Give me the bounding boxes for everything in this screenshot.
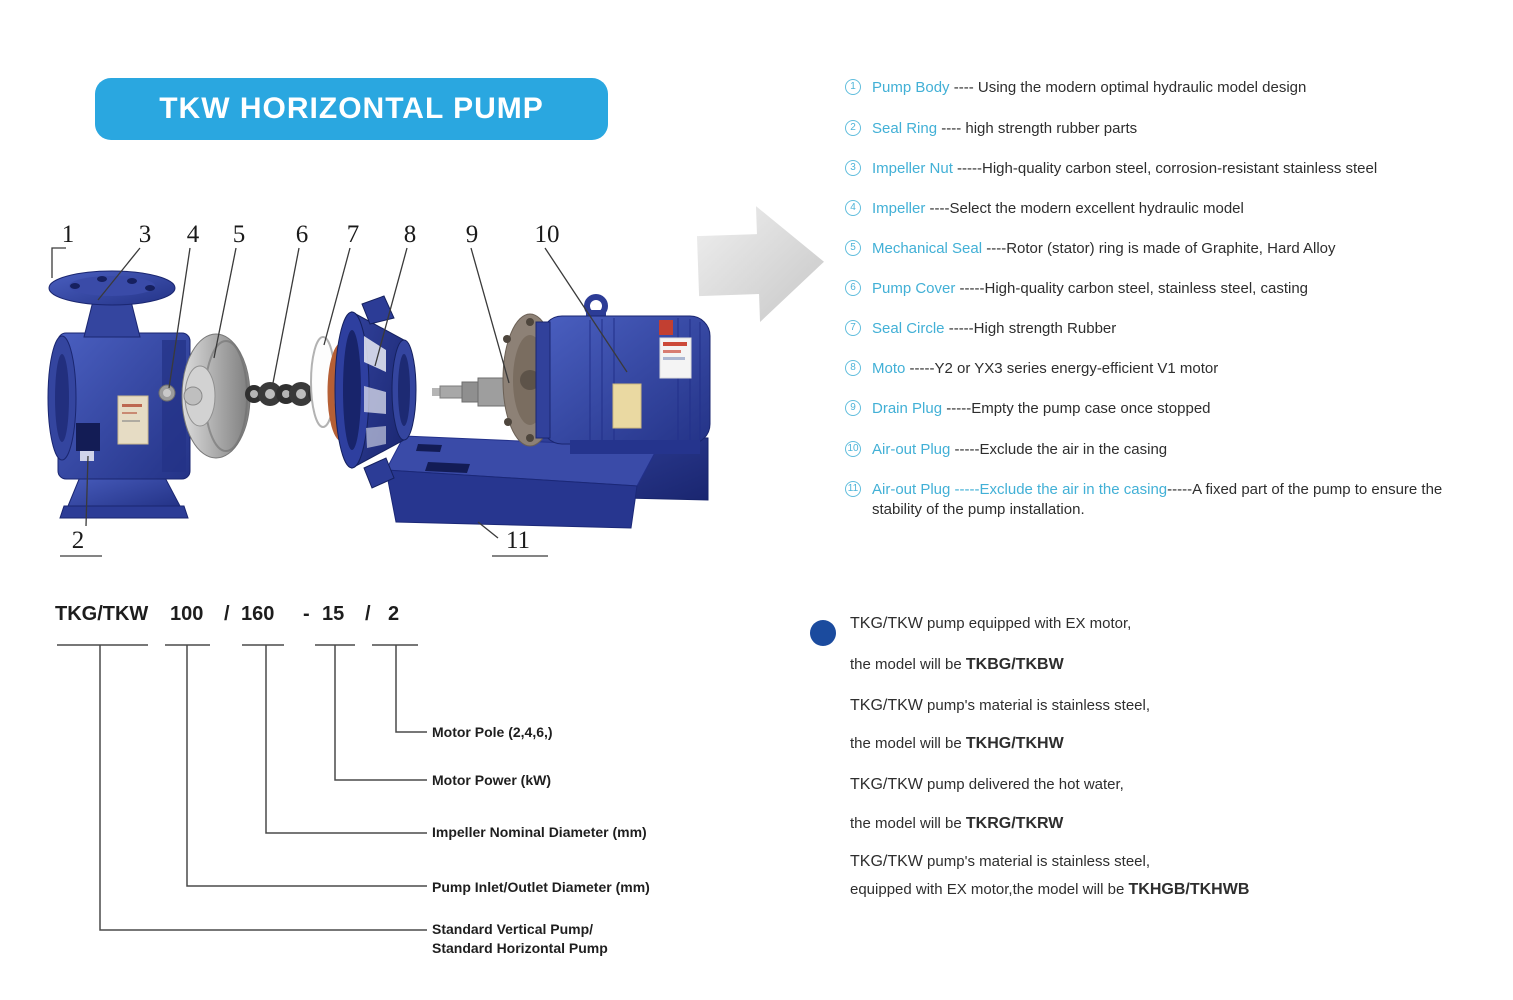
note-line: the model will be TKBG/TKBW — [850, 656, 1064, 673]
part-number-badge: 4 — [845, 200, 861, 216]
callout-8: 8 — [403, 221, 417, 248]
model-code-prefix: TKG/TKW — [55, 603, 149, 625]
part-desc: -----High-quality carbon steel, corrosion-resistant stainless steel — [952, 160, 1378, 177]
note-line: TKG/TKW pump's material is stainless steel, — [850, 853, 1151, 870]
part-number-badge: 3 — [845, 160, 861, 176]
part-item-2: 2 Seal Ring ---- high strength rubber parts — [845, 119, 1137, 139]
callout-7: 7 — [346, 221, 360, 248]
callout-1: 1 — [61, 221, 75, 248]
callout-6: 6 — [295, 221, 309, 248]
model-sep: / — [365, 603, 371, 625]
model-seg-inlet: 100 — [170, 603, 204, 625]
part-item-11: 11 Air-out Plug -----Exclude the air in the casing-----A fixed part of the pump to ensure the stability of the pump installation. — [845, 480, 1492, 520]
motor — [432, 297, 710, 454]
model-seg-impeller: 160 — [241, 603, 275, 625]
part-number-badge: 9 — [845, 400, 861, 416]
callout-5: 5 — [232, 221, 246, 248]
part-number-badge: 6 — [845, 280, 861, 296]
part-desc: -----A fixed part of the pump to ensure the stability of the pump installation. — [872, 481, 1443, 518]
note-line: TKG/TKW pump delivered the hot water, — [850, 776, 1124, 793]
model-seg-power: 15 — [322, 603, 345, 625]
label-pump-type — [432, 920, 608, 958]
part-desc: -----Y2 or YX3 series energy-efficient V1 motor — [905, 360, 1219, 377]
part-desc: -----Empty the pump case once stopped — [942, 400, 1211, 417]
label-pump-type-line1: Standard Vertical Pump/ — [432, 921, 594, 937]
part-desc: -----High-quality carbon steel, stainless steel, casting — [955, 280, 1309, 297]
part-desc: ---- Using the modern optimal hydraulic model design — [949, 79, 1307, 96]
exploded-pump-diagram — [30, 200, 860, 580]
impeller-nut — [159, 385, 175, 401]
bullet-icon — [810, 620, 836, 646]
callout-9: 9 — [465, 221, 479, 248]
label-pump-type-line2: Standard Horizontal Pump — [432, 940, 608, 956]
impeller — [182, 334, 250, 458]
callout-4: 4 — [186, 221, 200, 248]
part-desc: ----Rotor (stator) ring is made of Graphite, Hard Alloy — [982, 240, 1336, 257]
part-item-1: 1 Pump Body ---- Using the modern optimal hydraulic model design — [845, 78, 1306, 98]
note-line: TKG/TKW pump equipped with EX motor, — [850, 615, 1132, 632]
note-line: the model will be TKHG/TKHW — [850, 735, 1064, 752]
note-line: equipped with EX motor,the model will be TKHGB/TKHWB — [850, 881, 1250, 898]
part-number-badge: 5 — [845, 240, 861, 256]
parts-legend — [845, 78, 1493, 538]
part-item-8: 8 Moto -----Y2 or YX3 series energy-efficient V1 motor — [845, 359, 1218, 379]
part-desc: -----High strength Rubber — [944, 320, 1117, 337]
label-inlet-outlet: Pump Inlet/Outlet Diameter (mm) — [432, 879, 650, 895]
title-banner — [95, 78, 608, 140]
label-motor-power: Motor Power (kW) — [432, 772, 551, 788]
label-motor-pole: Motor Pole (2,4,6,) — [432, 724, 553, 740]
callout-11: 11 — [505, 527, 531, 554]
model-seg-pole: 2 — [388, 603, 400, 625]
part-number-badge: 2 — [845, 120, 861, 136]
flow-arrow-icon — [696, 204, 826, 324]
part-item-6: 6 Pump Cover -----High-quality carbon steel, stainless steel, casting — [845, 279, 1308, 299]
note-line: the model will be TKRG/TKRW — [850, 815, 1064, 832]
part-number-badge: 7 — [845, 320, 861, 336]
model-sep: / — [224, 603, 230, 625]
part-desc-cyan: -----Exclude the air in the casing — [950, 481, 1168, 498]
part-item-5: 5 Mechanical Seal ----Rotor (stator) ring is made of Graphite, Hard Alloy — [845, 239, 1336, 259]
part-desc: ---- high strength rubber parts — [937, 120, 1138, 137]
part-number-badge: 11 — [845, 481, 861, 497]
model-code-connectors — [40, 635, 700, 965]
page-title: TKW HORIZONTAL PUMP — [159, 92, 544, 125]
part-item-4: 4 Impeller ----Select the modern excellent hydraulic model — [845, 199, 1244, 219]
part-number-badge: 10 — [845, 441, 861, 457]
callout-3: 3 — [138, 221, 152, 248]
part-item-10: 10 Air-out Plug -----Exclude the air in the casing — [845, 440, 1167, 460]
callout-10: 10 — [534, 221, 560, 248]
note-line: TKG/TKW pump's material is stainless steel, — [850, 697, 1151, 714]
model-sep: - — [303, 603, 310, 625]
callout-2: 2 — [71, 527, 85, 554]
motor-nameplate — [613, 384, 641, 428]
part-number-badge: 8 — [845, 360, 861, 376]
label-impeller-diameter: Impeller Nominal Diameter (mm) — [432, 824, 647, 840]
part-desc: ----Select the modern excellent hydraulic model — [925, 200, 1244, 217]
part-desc: -----Exclude the air in the casing — [950, 441, 1168, 458]
part-item-7: 7 Seal Circle -----High strength Rubber — [845, 319, 1116, 339]
part-item-9: 9 Drain Plug -----Empty the pump case once stopped — [845, 399, 1211, 419]
part-item-3: 3 Impeller Nut -----High-quality carbon steel, corrosion-resistant stainless steel — [845, 159, 1377, 179]
part-number-badge: 1 — [845, 79, 861, 95]
